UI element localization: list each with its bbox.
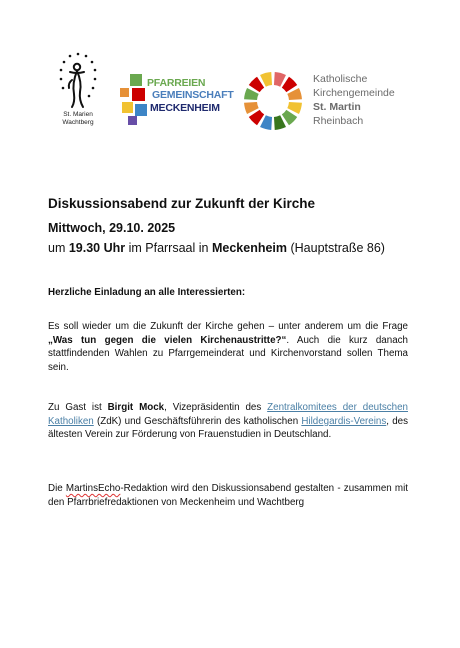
place-address: (Hauptstraße 86) [287, 241, 385, 255]
event-place [48, 241, 385, 255]
zdk-link[interactable]: Zentralkomitees der deutschen Katholiken [48, 402, 408, 427]
paragraph-guest [48, 401, 408, 442]
p2-text-a: Zu Gast ist [48, 402, 108, 413]
kirchengemeinde-logo-text [313, 72, 395, 128]
ring-segment [249, 77, 264, 92]
p2-text-d: (ZdK) und Geschäftsführerin des katholischen [93, 415, 302, 427]
pfarrei-word2: GEMEINSCHAFT [152, 89, 234, 101]
guest-name: Birgit Mock [107, 402, 165, 413]
p1-question: „Was tun gegen die vielen Kirchenaustritte?“ [48, 334, 287, 346]
event-date: Mittwoch, 29.10. 2025 [48, 221, 176, 235]
p2-text-e: , des ältesten Verein zur Förderung von Frauenstudien in Deutschland. [48, 415, 408, 440]
paragraph-organizers [48, 482, 408, 509]
ring-segment [249, 110, 264, 125]
pfarreiengemeinschaft-logo [120, 74, 238, 126]
st-marien-line1: St. Marien [63, 111, 93, 118]
ring-segment [282, 77, 297, 92]
hildegardis-link[interactable]: Hildegardis-Vereins [301, 415, 387, 427]
p1-text-a: Es soll wieder um die Zukunft der Kirche gehen – unter anderem um die Frage [48, 321, 408, 332]
p3-text-c: -Redaktion wird den Diskussionsabend gestalten - zusammen mit den Pfarrbriefredaktionen von Meckenheim und Wachtberg [48, 483, 408, 508]
paragraph-topic [48, 320, 408, 374]
st-marien-line2: Wachtberg [62, 119, 94, 126]
spellcheck-word: MartinsEcho [65, 483, 121, 494]
kirche-line3: St. Martin [313, 101, 361, 113]
event-town: Meckenheim [211, 241, 287, 255]
page-title: Diskussionsabend zur Zukunft der Kirche [48, 196, 316, 211]
p3-text-a: Die [48, 483, 66, 494]
kirche-line1: Katholische [313, 73, 368, 85]
place-mid: im Pfarrsaal in [125, 241, 212, 255]
st-marien-logo-text [48, 111, 108, 127]
pfarrei-word3: MECKENHEIM [150, 102, 220, 114]
st-marien-logo [48, 50, 108, 134]
pfarrei-word1: PFARREIEN [147, 77, 206, 89]
place-prefix: um [48, 241, 69, 255]
p2-text-c: , Vizepräsidentin des [164, 402, 268, 413]
st-martin-ring-icon [242, 70, 304, 132]
invitation-line: Herzliche Einladung an alle Interessierten: [48, 287, 246, 298]
kirche-line4: Rheinbach [313, 115, 364, 127]
ring-graphic [242, 70, 304, 132]
kirche-line2: Kirchengemeinde [313, 87, 395, 99]
p1-text-c: . Auch die kurz danach stattfindenden Wahlen zu Pfarrgemeinderat und Kirchenvorstand sollen Thema sein. [48, 334, 409, 373]
event-time: 19.30 Uhr [68, 241, 126, 255]
colored-squares-icon [120, 74, 150, 126]
ring-segment [282, 110, 297, 125]
madonna-icon [48, 50, 108, 110]
